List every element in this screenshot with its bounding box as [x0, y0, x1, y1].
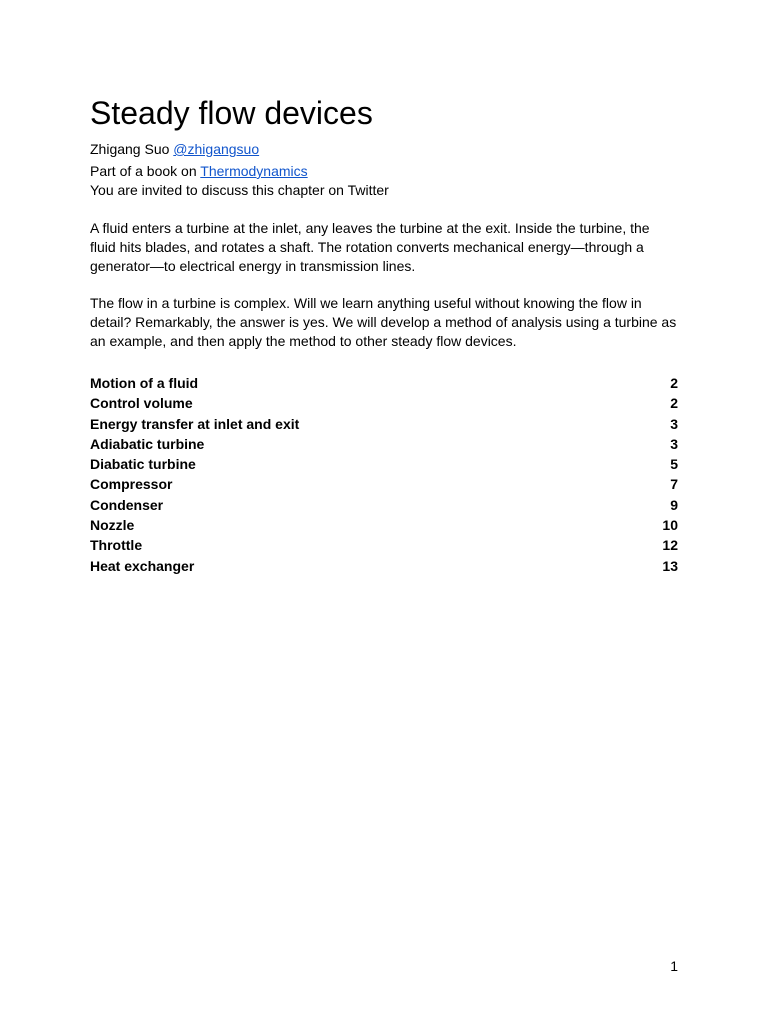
toc-entry[interactable] [90, 454, 678, 474]
toc-entry-page: 10 [662, 517, 678, 534]
toc-entry-title: Diabatic turbine [90, 456, 196, 473]
toc-entry-page: 9 [670, 496, 678, 513]
toc-entry-page: 3 [670, 415, 678, 432]
intro-paragraph-1: A fluid enters a turbine at the inlet, any leaves the turbine at the exit. Inside the turbine, the fluid hits blades, and rotates a shaft. The rotation converts mechanical energy—through a generator—to electrical energy in transmission lines. [90, 220, 650, 274]
document-page [90, 0, 678, 1024]
toc-entry[interactable] [90, 474, 678, 494]
document-title: Steady flow devices [90, 95, 373, 131]
invite-line: You are invited to discuss this chapter on Twitter [90, 182, 389, 198]
toc-entry-page: 2 [670, 395, 678, 412]
toc-entry-title: Condenser [90, 496, 164, 513]
page-number: 1 [670, 958, 678, 974]
book-prefix: Part of a book on [90, 163, 197, 179]
toc-entry-title: Energy transfer at inlet and exit [90, 415, 300, 432]
toc-entry-title: Nozzle [90, 517, 135, 534]
toc-entry[interactable] [90, 515, 678, 535]
toc-entry-title: Throttle [90, 537, 143, 554]
toc-entry[interactable] [90, 495, 678, 515]
toc-entry-page: 7 [670, 476, 678, 493]
toc-entry-page: 5 [670, 456, 678, 473]
toc-entry[interactable] [90, 535, 678, 555]
toc-entry-title: Adiabatic turbine [90, 435, 205, 452]
toc-entry-title: Heat exchanger [90, 557, 195, 574]
toc-entry-page: 3 [670, 435, 678, 452]
author-name: Zhigang Suo [90, 141, 170, 157]
toc-entry[interactable] [90, 373, 678, 393]
author-line [90, 140, 259, 159]
toc-entry[interactable] [90, 434, 678, 454]
toc-entry[interactable] [90, 414, 678, 434]
toc-entry[interactable] [90, 556, 678, 576]
toc-entry-title: Compressor [90, 476, 173, 493]
toc-entry-title: Control volume [90, 395, 193, 412]
toc-entry-page: 13 [662, 557, 678, 574]
intro-paragraph-2: The flow in a turbine is complex. Will we learn anything useful without knowing the flow in detail? Remarkably, the answer is yes. We will develop a method of analysis using a turbine as an example, and then apply the method to other steady flow devices. [90, 295, 677, 349]
table-of-contents [90, 373, 678, 576]
book-link[interactable]: Thermodynamics [200, 163, 308, 179]
toc-entry-title: Motion of a fluid [90, 375, 199, 391]
toc-entry[interactable] [90, 393, 678, 413]
book-line [90, 162, 308, 181]
author-handle-link[interactable]: @zhigangsuo [173, 141, 260, 157]
toc-entry-page: 12 [662, 537, 678, 554]
toc-entry-page: 2 [670, 375, 678, 391]
